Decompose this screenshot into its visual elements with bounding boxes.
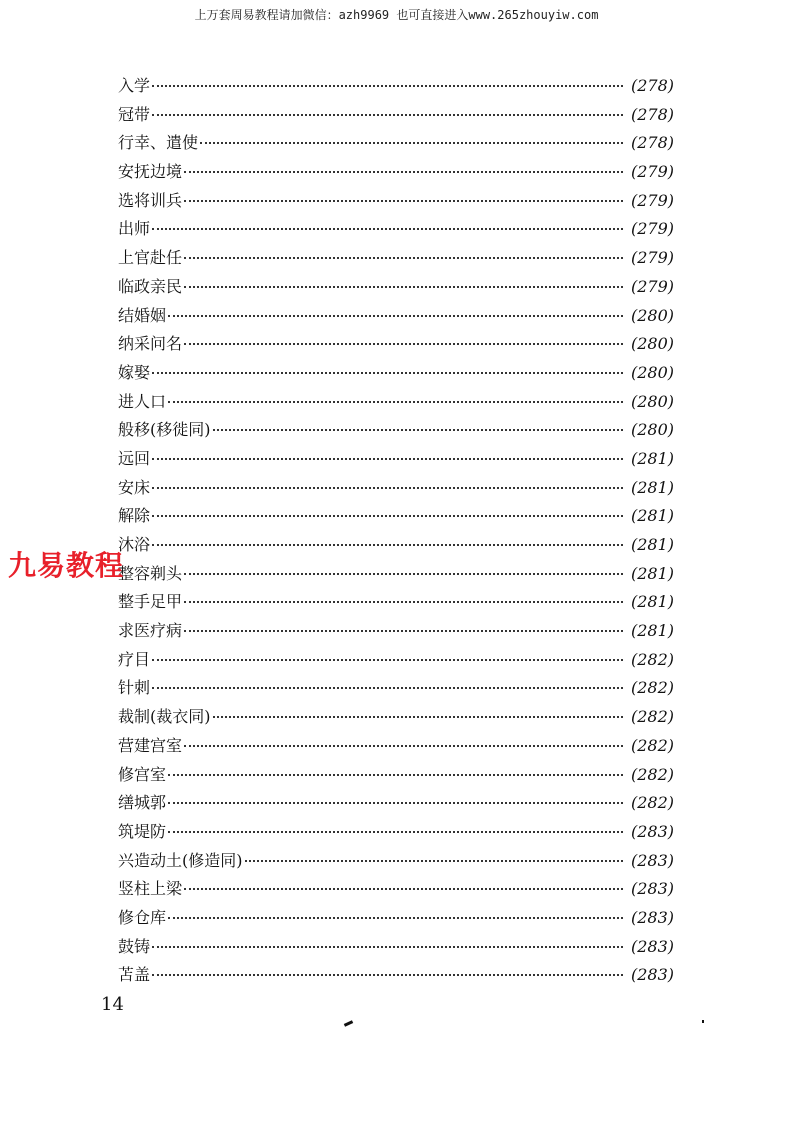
toc-entry-title: 缮城郭 (118, 793, 167, 813)
toc-entry (118, 388, 674, 417)
header-note: 上万套周易教程请加微信：azh9969 也可直接进入www.265zhouyiw.com (194, 8, 599, 22)
dot-leader (184, 170, 623, 173)
toc-entry (118, 502, 674, 531)
toc-entry (118, 101, 674, 130)
dot-leader (168, 314, 623, 317)
toc-entry-page: (279) (630, 190, 674, 210)
toc-entry (118, 703, 674, 732)
toc-entry-page: (282) (630, 793, 674, 813)
toc-entry-page: (283) (630, 850, 674, 870)
toc-entry-page: (281) (630, 506, 674, 526)
toc-entry-page: (281) (630, 621, 674, 641)
toc-entry-title: 苫盖 (118, 965, 151, 985)
toc-entry (118, 732, 674, 761)
toc-entry-page: (283) (630, 936, 674, 956)
dot-leader (152, 457, 623, 460)
toc-entry (118, 531, 674, 560)
toc-entry-page: (282) (630, 735, 674, 755)
dot-leader (200, 141, 623, 144)
toc-entry-title: 远回 (118, 448, 151, 468)
toc-entry (118, 560, 674, 589)
dot-leader (152, 514, 623, 517)
dot-leader (184, 199, 623, 202)
toc-entry (118, 933, 674, 962)
toc-entry-page: (280) (630, 334, 674, 354)
toc-entry (118, 330, 674, 359)
dot-leader (152, 658, 623, 661)
toc-entry (118, 72, 674, 101)
toc-entry-title: 上官赴任 (118, 248, 183, 268)
toc-entry (118, 904, 674, 933)
toc-entry-title: 修宫室 (118, 764, 167, 784)
toc-entry-title: 冠带 (118, 104, 151, 124)
toc-entry-title: 解除 (118, 506, 151, 526)
toc-entry-title: 选将训兵 (118, 190, 183, 210)
toc-entry-title: 兴造动土(修造同) (118, 850, 243, 870)
toc-entry-title: 针刺 (118, 678, 151, 698)
page-number: 14 (101, 994, 124, 1015)
toc-entry-page: (282) (630, 707, 674, 727)
toc-entry-page: (280) (630, 362, 674, 382)
dot-leader (152, 543, 623, 546)
toc-entry-page: (279) (630, 276, 674, 296)
dot-leader (152, 945, 623, 948)
dot-leader (213, 428, 623, 431)
table-of-contents (118, 72, 674, 990)
toc-entry-page: (282) (630, 678, 674, 698)
toc-entry (118, 129, 674, 158)
toc-entry (118, 789, 674, 818)
toc-entry (118, 961, 674, 990)
toc-entry-title: 临政亲民 (118, 276, 183, 296)
toc-entry (118, 674, 674, 703)
toc-entry-title: 营建宫室 (118, 735, 183, 755)
toc-entry-title: 沐浴 (118, 535, 151, 554)
toc-entry-title: 行幸、遣使 (118, 133, 199, 153)
toc-entry-title: 安床 (118, 477, 151, 497)
toc-entry-page: (282) (630, 649, 674, 669)
toc-entry (118, 359, 674, 388)
toc-entry-title: 整手足甲 (118, 592, 183, 612)
toc-entry (118, 158, 674, 187)
dot-leader (168, 400, 623, 403)
dot-leader (245, 859, 623, 862)
dot-leader (152, 973, 623, 976)
toc-entry (118, 244, 674, 273)
dot-leader (152, 371, 623, 374)
dot-leader (184, 887, 623, 890)
toc-entry-title: 竖柱上梁 (118, 879, 183, 899)
toc-entry-page: (282) (630, 764, 674, 784)
dot-leader (152, 486, 623, 489)
dot-leader (168, 830, 623, 833)
toc-entry (118, 847, 674, 876)
watermark-logo: 九易教程 (8, 549, 125, 582)
dot-leader (152, 113, 623, 116)
toc-entry-title: 出师 (118, 219, 151, 239)
scan-speck (344, 1020, 353, 1027)
toc-entry-page: (278) (630, 133, 674, 153)
toc-entry-page: (283) (630, 965, 674, 985)
toc-entry (118, 416, 674, 445)
dot-leader (184, 744, 623, 747)
dot-leader (152, 686, 623, 689)
toc-entry (118, 474, 674, 503)
toc-entry-title: 裁制(裁衣同) (118, 707, 211, 727)
toc-entry-page: (281) (630, 535, 674, 554)
dot-leader (168, 916, 623, 919)
dot-leader (184, 629, 623, 632)
scan-speck (702, 1020, 704, 1023)
toc-entry-page: (280) (630, 305, 674, 325)
toc-entry-title: 疗目 (118, 649, 151, 669)
toc-entry-title: 安抚边境 (118, 162, 183, 182)
toc-entry (118, 588, 674, 617)
toc-entry-title: 进人口 (118, 391, 167, 411)
toc-entry (118, 273, 674, 302)
toc-entry-title: 修仓库 (118, 907, 167, 927)
toc-entry-page: (281) (630, 592, 674, 612)
toc-entry-page: (279) (630, 162, 674, 182)
toc-entry-title: 鼓铸 (118, 936, 151, 956)
toc-entry-title: 筑堤防 (118, 821, 167, 841)
toc-entry-page: (279) (630, 248, 674, 268)
toc-entry (118, 646, 674, 675)
dot-leader (184, 256, 623, 259)
toc-entry (118, 875, 674, 904)
toc-entry-page: (283) (630, 879, 674, 899)
dot-leader (184, 600, 623, 603)
toc-entry-page: (280) (630, 420, 674, 440)
toc-entry-page: (283) (630, 907, 674, 927)
toc-entry (118, 617, 674, 646)
toc-entry-title: 入学 (118, 76, 151, 95)
toc-entry (118, 761, 674, 790)
toc-entry (118, 818, 674, 847)
toc-entry (118, 187, 674, 216)
toc-entry-page: (278) (630, 104, 674, 124)
toc-entry-title: 般移(移徙同) (118, 420, 211, 440)
toc-entry-page: (281) (630, 563, 674, 583)
dot-leader (152, 84, 623, 87)
toc-entry-page: (281) (630, 448, 674, 468)
toc-entry-page: (283) (630, 821, 674, 841)
toc-entry-page: (279) (630, 219, 674, 239)
dot-leader (213, 715, 623, 718)
toc-entry-title: 纳采问名 (118, 334, 183, 354)
toc-entry-title: 结婚姻 (118, 305, 167, 325)
dot-leader (184, 285, 623, 288)
toc-entry-page: (281) (630, 477, 674, 497)
toc-entry-title: 嫁娶 (118, 362, 151, 382)
dot-leader (152, 227, 623, 230)
toc-entry-page: (278) (630, 76, 674, 95)
dot-leader (184, 342, 623, 345)
toc-entry-title: 整容剃头 (118, 563, 183, 583)
dot-leader (184, 572, 623, 575)
dot-leader (168, 801, 623, 804)
toc-entry-title: 求医疗病 (118, 621, 183, 641)
toc-entry (118, 302, 674, 331)
toc-entry (118, 215, 674, 244)
toc-entry-page: (280) (630, 391, 674, 411)
toc-entry (118, 445, 674, 474)
dot-leader (168, 773, 623, 776)
